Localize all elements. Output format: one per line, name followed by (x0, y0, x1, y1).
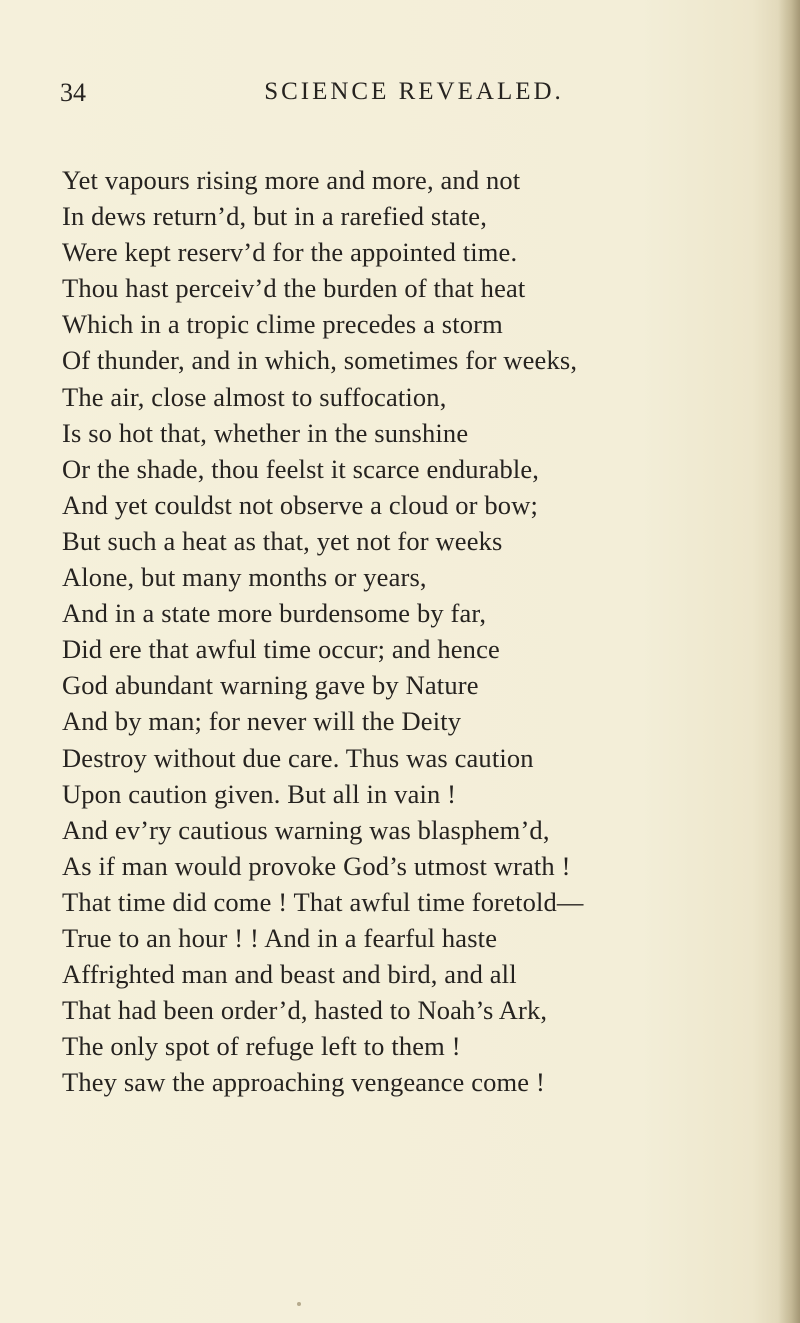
poem-line: Which in a tropic clime precedes a storm (62, 309, 503, 340)
poem-line: Destroy without due care. Thus was caution (62, 742, 534, 773)
poem-line: And in a state more burdensome by far, (62, 598, 487, 629)
page-header (60, 78, 740, 118)
poem-line: Were kept reserv’d for the appointed time. (62, 237, 518, 268)
poem-line: They saw the approaching vengeance come ! (62, 1067, 545, 1098)
poem-line: In dews return’d, but in a rarefied state, (62, 201, 487, 232)
poem-line: Is so hot that, whether in the sunshine (62, 417, 469, 448)
poem-text (62, 162, 742, 1100)
poem-line: Upon caution given. But all in vain ! (62, 778, 457, 809)
page-number: 34 (60, 78, 86, 107)
poem-line: True to an hour ! ! And in a fearful haste (62, 922, 498, 953)
poem-line: The air, close almost to suffocation, (62, 381, 447, 412)
poem-line: Did ere that awful time occur; and hence (62, 634, 500, 665)
poem-line: Yet vapours rising more and more, and not (62, 165, 521, 195)
poem-line: Affrighted man and beast and bird, and all (62, 959, 517, 990)
poem-line: Alone, but many months or years, (62, 562, 427, 593)
poem-line: God abundant warning gave by Nature (62, 670, 479, 701)
poem-line: And yet couldst not observe a cloud or bow; (62, 489, 538, 520)
poem-line: And by man; for never will the Deity (62, 706, 462, 737)
running-head: SCIENCE REVEALED. (264, 78, 564, 105)
poem-line: Thou hast perceiv’d the burden of that heat (62, 273, 526, 304)
poem-line: That time did come ! That awful time foretold— (62, 886, 584, 917)
page-edge-shadow (778, 0, 800, 1323)
poem-line: Of thunder, and in which, sometimes for weeks, (62, 345, 578, 376)
poem-line: As if man would provoke God’s utmost wrath ! (62, 850, 571, 881)
poem-line: But such a heat as that, yet not for weeks (62, 525, 503, 556)
paper-speck (297, 1302, 301, 1306)
poem-line: And ev’ry cautious warning was blasphem’d, (62, 814, 550, 845)
poem-line: That had been order’d, hasted to Noah’s Ark, (62, 995, 548, 1026)
poem-line: Or the shade, thou feelst it scarce endurable, (62, 453, 540, 484)
poem-line: The only spot of refuge left to them ! (62, 1031, 461, 1062)
